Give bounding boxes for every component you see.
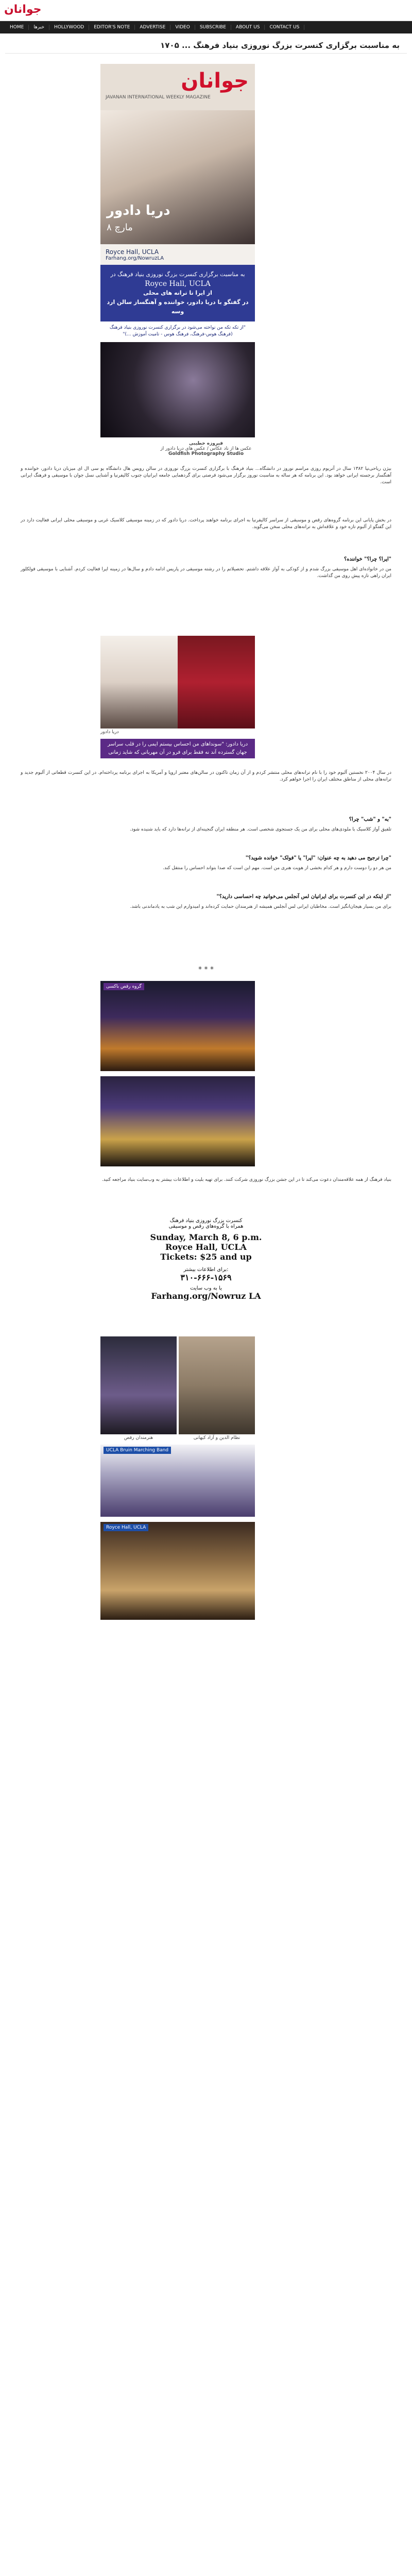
question-1: "ایرا؟ چرا؟" خواننده؟ xyxy=(344,556,391,562)
dance-caption-tag: گروه رقص باکسی xyxy=(104,983,144,990)
stage-caption-name: فیروزه خطیبی xyxy=(188,441,224,446)
answer-3: من هر دو را دوست دارم و هر کدام بخشی از هویت هنری من است. مهم این است که صدا بتواند احساس را منتقل کند. xyxy=(162,866,391,871)
question-2: "به" و "شب" چرا؟ xyxy=(349,817,391,822)
hall-tag: Royce Hall, UCLA xyxy=(104,1524,148,1531)
event-venue: Royce Hall, UCLA xyxy=(165,1242,247,1252)
portrait-pair xyxy=(100,636,255,728)
nav-about-us[interactable]: ABOUT US xyxy=(231,25,265,30)
stage-photo xyxy=(100,342,255,437)
cover-subtitle: JAVANAN INTERNATIONAL WEEKLY MAGAZINE xyxy=(106,95,211,100)
marching-band-photo xyxy=(100,1445,255,1517)
answer-1: من در خانواده‌ای اهل موسیقی بزرگ شدم و از کودکی به آواز علاقه داشتم. تحصیلاتم را در رشته موسیقی در پاریس ادامه دادم و سال‌ها در زمینه اپرا فعالیت کردم. آشنایی با موسیقی فولکلور ایران راهی تازه پیش روی من گذاشت. xyxy=(21,567,392,579)
answer-2: تلفیق آواز کلاسیک با ملودی‌های محلی برای من یک جستجوی شخصی است. هر منطقه ایران گنجینه‌ای از ترانه‌ها دارد که باید شنیده شود. xyxy=(130,827,391,832)
nav-video[interactable]: VIDEO xyxy=(170,25,195,30)
event-web-label: یا به وب سایت xyxy=(190,1285,222,1291)
question-4: "از اینکه در این کنسرت برای ایرانیان لس آنجلس می‌خوانید چه احساسی دارید؟" xyxy=(216,894,391,900)
nav-home[interactable]: HOME xyxy=(5,25,29,30)
quote-band: دریا دادور: "سونداهای من احساس بیستم ایمی را در قلب سراسر جهان گسترده آند نه فقط برای فرو در آن مهربانی که شاید زمانی خواندنی " xyxy=(100,739,255,758)
nav-subscribe[interactable]: SUBSCRIBE xyxy=(195,25,231,30)
portrait-photo-2 xyxy=(178,636,255,728)
dance-photo-2 xyxy=(100,1076,255,1166)
site-logo[interactable]: جوانان xyxy=(4,3,42,16)
nav-hollywood[interactable]: HOLLYWOOD xyxy=(49,25,89,30)
section-divider: * * * xyxy=(198,965,214,974)
intro-paragraph-2: در بخش پایانی این برنامه گروه‌های رقص و موسیقی از سراسر کالیفرنیا به اجرای برنامه خواهند پرداخت. دریا دادور که در زمینه موسیقی کلاسیک غربی و موسیقی محلی ایرانی فعالیت دارد در این گفتگو از آلبوم تازه خود و علاقه‌اش به ترانه‌های محلی سخن می‌گوید. xyxy=(21,518,391,530)
grid-caption-left: هنرمندان رقص xyxy=(124,1435,153,1440)
cover-date: ۸ مارچ xyxy=(107,222,133,233)
event-tickets: Tickets: $25 and up xyxy=(160,1252,252,1262)
cover-masthead xyxy=(100,64,255,110)
intro-paragraph: بیژن ریاحی‌نیا ۱۳۸۲ سال در آتریوم روزی مراسم نوروز در دانشگاه... بنیاد فرهنگ با برگزاری کنسرت بزرگ نوروزی در سالن رویس هال دانشگاه یو سی ال ای میزبان دریا دادور، خواننده و آهنگساز برجسته ایرانی خواهد بود. این برنامه که هر ساله به مناسبت نوروز برگزار می‌شود فرصتی برای گردهمایی جامعه ایرانیان جنوب کالیفرنیا و آشنایی نسل جوان با موسیقی و فرهنگ ایرانی است. xyxy=(21,466,391,485)
portrait-photo-1 xyxy=(100,636,178,728)
event-website-link[interactable]: Farhang.org/Nowruz LA xyxy=(151,1291,261,1301)
event-info-label: برای اطلاعات بیشتر: xyxy=(183,1267,229,1273)
event-phone[interactable]: ۳۱۰-۶۶۶-۱۵۶۹ xyxy=(180,1273,232,1282)
announcement-banner xyxy=(100,265,255,321)
nav-news[interactable]: خبرها xyxy=(29,25,49,30)
cover-brand: جوانان xyxy=(181,69,249,93)
banner-subtitle: "از تکه تکه من نواخته می‌شود در برگزاری کنسرت نوروزی بنیاد فرهنگ (فرهنگ هوس-فرهنگ، فرهنگ هوس - تامیت آموزش ...)" xyxy=(100,321,255,341)
banner-line-4: در گفتگو با دریا دادور، خواننده و آهنگساز سالن ارد وسه xyxy=(107,299,249,315)
grid-photo-musicians xyxy=(179,1336,255,1434)
cover-venue xyxy=(100,244,255,265)
banner-line-3: از ایرا تا ترانه های محلی xyxy=(143,290,212,296)
artist-photo-grid xyxy=(100,1336,255,1434)
stage-credit: Goldfish Photography Studio xyxy=(168,451,244,456)
event-intro-line-1: کنسرت بزرگ نوروزی بنیاد فرهنگ xyxy=(169,1218,243,1224)
banner-line-2: Royce Hall, UCLA xyxy=(145,280,211,288)
banner-line-1: به مناسبت برگزاری کنسرت بزرگ نوروزی بنیاد فرهنگ در xyxy=(110,271,245,278)
question-3: "چرا ترجیح می دهید به چه عنوان: "اپرا" یا "فولک" خوانده شوید؟" xyxy=(245,855,391,861)
band-tag: UCLA Bruin Marching Band xyxy=(104,1447,171,1454)
nav-contact-us[interactable]: CONTACT US xyxy=(265,25,304,30)
stage-caption xyxy=(21,441,391,456)
royce-hall-photo xyxy=(100,1522,255,1620)
nav-editors-note[interactable]: EDITOR'S NOTE xyxy=(89,25,135,30)
article-body xyxy=(0,54,412,2576)
main-nav xyxy=(0,21,412,33)
magazine-cover xyxy=(100,64,255,341)
cover-venue-name: Royce Hall, UCLA xyxy=(106,248,159,256)
dance-photo-1 xyxy=(100,981,255,1071)
portrait-caption: دریا دادور xyxy=(100,730,119,735)
cover-website: Farhang.org/NowruzLA xyxy=(106,256,164,261)
grid-photo-dancers xyxy=(100,1336,177,1434)
event-date: Sunday, March 8, 6 p.m. xyxy=(150,1232,262,1242)
event-intro-line-2: همراه با گروه‌های رقص و موسیقی xyxy=(168,1224,244,1229)
event-info xyxy=(103,1218,309,1301)
closing-paragraph: بنیاد فرهنگ از همه علاقه‌مندان دعوت می‌کند تا در این جشن بزرگ نوروزی شرکت کنند. برای تهیه بلیت و اطلاعات بیشتر به وب‌سایت بنیاد مراجعه کنید. xyxy=(101,1177,391,1182)
answer-4: برای من بسیار هیجان‌انگیز است. مخاطبان ایرانی لس آنجلس همیشه از هنرمندان حمایت کرده‌اند و امیدوارم این شب به یادماندنی باشد. xyxy=(130,904,391,909)
nav-advertise[interactable]: ADVERTISE xyxy=(135,25,170,30)
cover-photo xyxy=(100,110,255,244)
answer-1b: در سال ۲۰۰۴ نخستین آلبوم خود را با نام ترانه‌های محلی منتشر کردم و از آن زمان تاکنون در سالن‌های معتبر اروپا و آمریکا به اجرای برنامه پرداخته‌ام. در این کنسرت قطعاتی از آلبوم جدید و ترانه‌های محلی از مناطق مختلف ایران را اجرا خواهم کرد. xyxy=(21,770,391,782)
article-title: به مناسبت برگزاری کنسرت بزرگ نوروزی بنیاد فرهنگ ... ۱۷۰۵ xyxy=(5,33,407,54)
stage-credit-label: عکس ها از ناد عکاس / عکس های دریا دادور از xyxy=(160,446,252,451)
cover-artist-name: دریا دادور xyxy=(107,203,170,218)
top-header xyxy=(0,0,412,21)
grid-caption-right: نظام الدین و آزاد کیهانی xyxy=(193,1435,241,1440)
